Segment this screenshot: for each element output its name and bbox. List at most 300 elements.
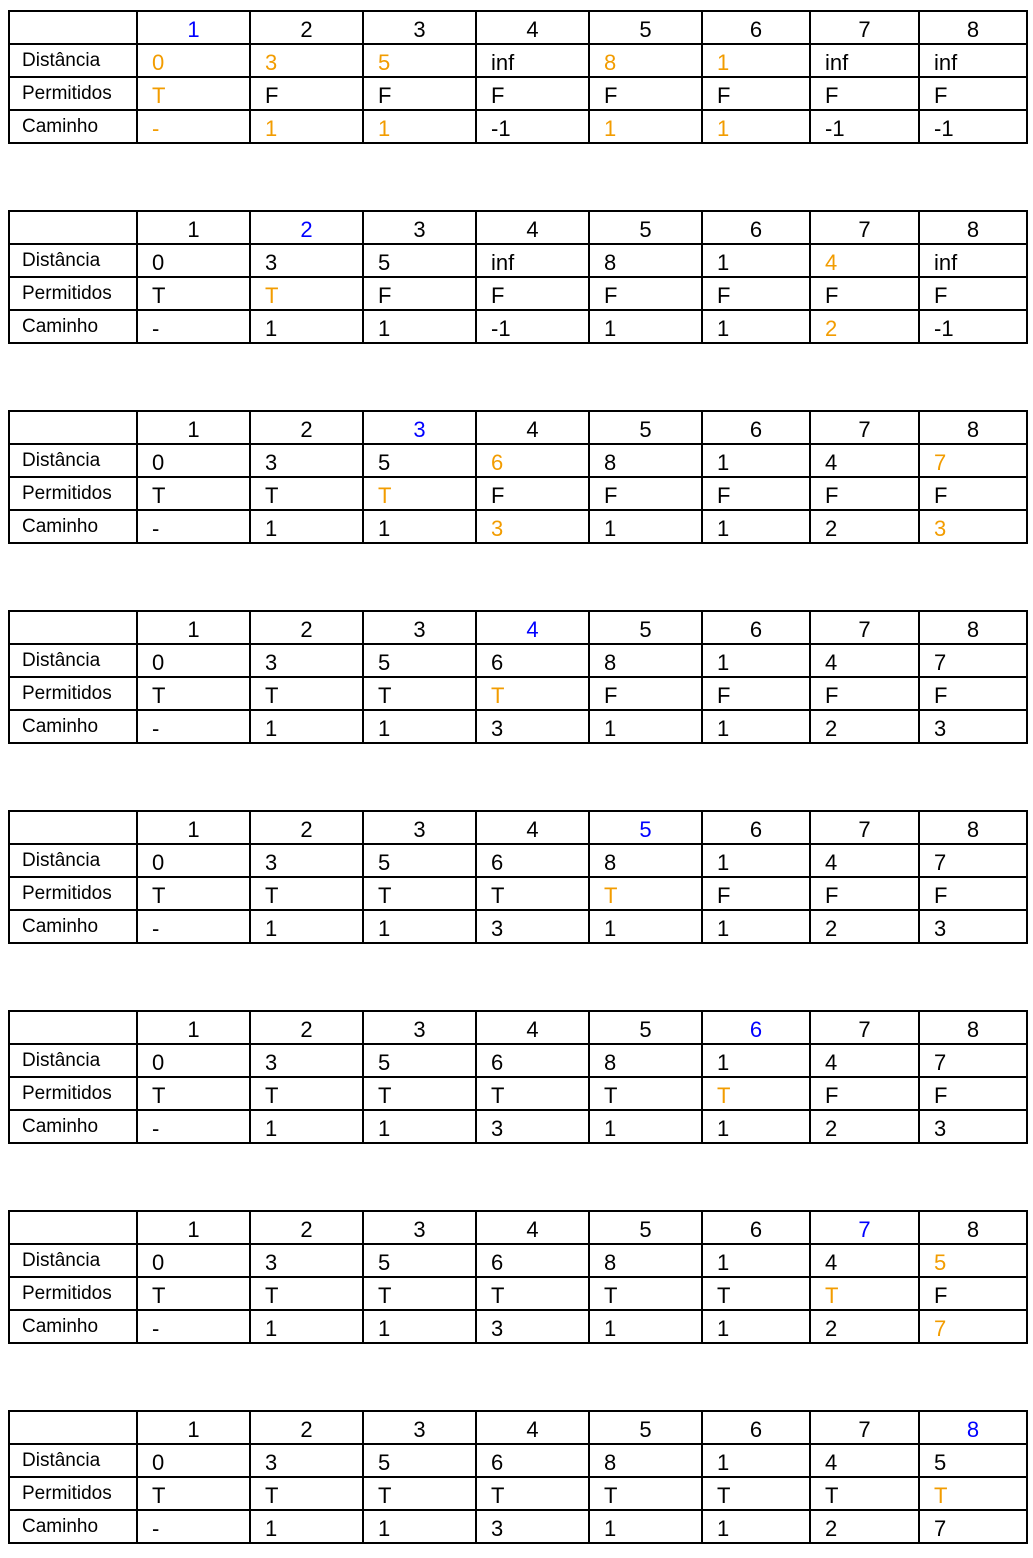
- allowed-cell: F: [702, 877, 810, 910]
- distance-cell: 5: [363, 444, 476, 477]
- distance-cell: 4: [810, 1244, 919, 1277]
- allowed-cell: T: [137, 1277, 250, 1310]
- path-cell-updated: 1: [589, 110, 702, 143]
- allowed-cell: T: [363, 877, 476, 910]
- distance-cell: 8: [589, 1244, 702, 1277]
- path-row-label: Caminho: [9, 1310, 137, 1343]
- column-header: 6: [702, 1411, 810, 1444]
- distance-cell: 7: [919, 844, 1027, 877]
- path-cell-updated: 3: [919, 510, 1027, 543]
- path-cell: -1: [476, 110, 589, 143]
- path-cell: 1: [363, 1110, 476, 1143]
- column-header: 4: [476, 211, 589, 244]
- path-cell: 1: [250, 710, 363, 743]
- path-cell: 1: [250, 1310, 363, 1343]
- allowed-row: [9, 1277, 1027, 1310]
- path-row: [9, 710, 1027, 743]
- path-cell: 1: [702, 310, 810, 343]
- current-vertex-header: 3: [363, 411, 476, 444]
- path-cell: -: [137, 710, 250, 743]
- allowed-cell: T: [810, 1477, 919, 1510]
- distance-cell: 8: [589, 844, 702, 877]
- column-header: 2: [250, 1211, 363, 1244]
- allowed-cell: F: [476, 477, 589, 510]
- path-cell: 2: [810, 910, 919, 943]
- distance-cell: 6: [476, 1444, 589, 1477]
- allowed-cell: F: [919, 877, 1027, 910]
- column-header: 3: [363, 1011, 476, 1044]
- allowed-cell: F: [810, 277, 919, 310]
- allowed-cell: T: [702, 1277, 810, 1310]
- distance-cell: 6: [476, 1244, 589, 1277]
- path-cell-updated: -: [137, 110, 250, 143]
- allowed-cell: T: [250, 1477, 363, 1510]
- column-header: 2: [250, 411, 363, 444]
- allowed-cell-updated: T: [476, 677, 589, 710]
- allowed-row-label: Permitidos: [9, 277, 137, 310]
- path-row-label: Caminho: [9, 510, 137, 543]
- header-row: [9, 211, 1027, 244]
- distance-cell-updated: 4: [810, 244, 919, 277]
- column-header: 4: [476, 1211, 589, 1244]
- allowed-cell-updated: T: [919, 1477, 1027, 1510]
- path-cell: 1: [589, 310, 702, 343]
- allowed-row-label: Permitidos: [9, 877, 137, 910]
- allowed-cell: T: [363, 1477, 476, 1510]
- column-header: 6: [702, 611, 810, 644]
- column-header: 4: [476, 11, 589, 44]
- column-header: 4: [476, 411, 589, 444]
- step-table-5: [8, 810, 1028, 944]
- distance-cell: 0: [137, 844, 250, 877]
- path-row: [9, 1510, 1027, 1543]
- column-header: 5: [589, 411, 702, 444]
- allowed-cell: F: [919, 77, 1027, 110]
- path-cell: 3: [919, 710, 1027, 743]
- column-header: 3: [363, 811, 476, 844]
- path-cell: 3: [919, 910, 1027, 943]
- column-header: 2: [250, 611, 363, 644]
- allowed-cell-updated: T: [702, 1077, 810, 1110]
- header-row: [9, 11, 1027, 44]
- distance-row: [9, 1244, 1027, 1277]
- allowed-cell: T: [363, 677, 476, 710]
- allowed-cell: T: [589, 1277, 702, 1310]
- allowed-row-label: Permitidos: [9, 77, 137, 110]
- corner-cell: [9, 411, 137, 444]
- distance-cell: inf: [476, 44, 589, 77]
- column-header: 7: [810, 11, 919, 44]
- allowed-cell: F: [810, 677, 919, 710]
- allowed-cell: F: [589, 77, 702, 110]
- step-table-8: [8, 1410, 1028, 1544]
- path-cell: 1: [589, 710, 702, 743]
- path-cell: 3: [476, 1510, 589, 1543]
- distance-cell-updated: 8: [589, 44, 702, 77]
- path-cell: 1: [250, 1510, 363, 1543]
- path-cell: 3: [476, 1310, 589, 1343]
- allowed-row: [9, 477, 1027, 510]
- distance-cell-updated: 5: [919, 1244, 1027, 1277]
- path-cell: 2: [810, 1310, 919, 1343]
- path-cell: 2: [810, 510, 919, 543]
- allowed-row: [9, 277, 1027, 310]
- column-header: 5: [589, 1411, 702, 1444]
- allowed-cell: T: [137, 877, 250, 910]
- path-cell: 1: [250, 1110, 363, 1143]
- allowed-cell: F: [919, 1077, 1027, 1110]
- allowed-cell: F: [810, 877, 919, 910]
- distance-cell-updated: 0: [137, 44, 250, 77]
- allowed-cell: F: [919, 1277, 1027, 1310]
- allowed-row-label: Permitidos: [9, 1477, 137, 1510]
- allowed-cell: F: [810, 477, 919, 510]
- path-cell: 3: [919, 1110, 1027, 1143]
- path-row: [9, 1110, 1027, 1143]
- header-row: [9, 1411, 1027, 1444]
- distance-row: [9, 644, 1027, 677]
- distance-cell: 3: [250, 244, 363, 277]
- allowed-cell: T: [250, 477, 363, 510]
- column-header: 3: [363, 1211, 476, 1244]
- distance-row-label: Distância: [9, 444, 137, 477]
- step-table-2: [8, 210, 1028, 344]
- allowed-cell: F: [919, 477, 1027, 510]
- distance-cell: 4: [810, 644, 919, 677]
- distance-cell: 3: [250, 844, 363, 877]
- column-header: 8: [919, 611, 1027, 644]
- column-header: 8: [919, 1211, 1027, 1244]
- distance-row: [9, 844, 1027, 877]
- current-vertex-header: 8: [919, 1411, 1027, 1444]
- distance-row: [9, 1444, 1027, 1477]
- path-cell: -: [137, 1310, 250, 1343]
- distance-cell-updated: 7: [919, 444, 1027, 477]
- column-header: 5: [589, 11, 702, 44]
- path-cell-updated: 2: [810, 310, 919, 343]
- allowed-cell: F: [810, 77, 919, 110]
- path-cell: 2: [810, 1110, 919, 1143]
- column-header: 7: [810, 1411, 919, 1444]
- distance-cell: 1: [702, 1044, 810, 1077]
- path-cell: 1: [363, 1510, 476, 1543]
- distance-cell: 1: [702, 1444, 810, 1477]
- corner-cell: [9, 1411, 137, 1444]
- distance-cell: 3: [250, 1044, 363, 1077]
- allowed-cell: T: [363, 1077, 476, 1110]
- path-cell: 1: [589, 1310, 702, 1343]
- distance-row: [9, 1044, 1027, 1077]
- distance-cell: 6: [476, 844, 589, 877]
- column-header: 7: [810, 611, 919, 644]
- path-cell: 1: [702, 910, 810, 943]
- path-cell: -1: [810, 110, 919, 143]
- path-cell-updated: 1: [363, 110, 476, 143]
- path-cell: -: [137, 1510, 250, 1543]
- allowed-cell: F: [589, 477, 702, 510]
- allowed-row: [9, 77, 1027, 110]
- allowed-row: [9, 1477, 1027, 1510]
- current-vertex-header: 5: [589, 811, 702, 844]
- allowed-cell: F: [476, 277, 589, 310]
- path-cell: 1: [250, 310, 363, 343]
- column-header: 7: [810, 411, 919, 444]
- path-cell: 1: [589, 1110, 702, 1143]
- corner-cell: [9, 11, 137, 44]
- column-header: 4: [476, 811, 589, 844]
- path-cell: 3: [476, 910, 589, 943]
- path-row: [9, 1310, 1027, 1343]
- allowed-cell: T: [250, 1077, 363, 1110]
- distance-row-label: Distância: [9, 44, 137, 77]
- step-table-6: [8, 1010, 1028, 1144]
- allowed-cell-updated: T: [810, 1277, 919, 1310]
- distance-cell: inf: [476, 244, 589, 277]
- column-header: 1: [137, 1011, 250, 1044]
- distance-cell: 0: [137, 1244, 250, 1277]
- allowed-cell: T: [250, 1277, 363, 1310]
- distance-cell: 1: [702, 1244, 810, 1277]
- column-header: 7: [810, 1011, 919, 1044]
- allowed-cell: F: [363, 77, 476, 110]
- distance-row-label: Distância: [9, 244, 137, 277]
- corner-cell: [9, 211, 137, 244]
- distance-cell: 8: [589, 644, 702, 677]
- path-cell: -: [137, 510, 250, 543]
- column-header: 2: [250, 1411, 363, 1444]
- column-header: 2: [250, 11, 363, 44]
- distance-cell: 5: [363, 1044, 476, 1077]
- path-cell: 1: [702, 710, 810, 743]
- allowed-row: [9, 1077, 1027, 1110]
- path-cell: 1: [702, 510, 810, 543]
- current-vertex-header: 4: [476, 611, 589, 644]
- distance-cell: 3: [250, 644, 363, 677]
- distance-cell: 7: [919, 644, 1027, 677]
- column-header: 5: [589, 211, 702, 244]
- column-header: 6: [702, 411, 810, 444]
- step-table-1: [8, 10, 1028, 144]
- column-header: 6: [702, 211, 810, 244]
- path-cell: 2: [810, 1510, 919, 1543]
- column-header: 7: [810, 811, 919, 844]
- distance-cell: 1: [702, 844, 810, 877]
- path-cell-updated: 1: [250, 110, 363, 143]
- allowed-cell: T: [137, 1477, 250, 1510]
- path-row: [9, 110, 1027, 143]
- allowed-cell-updated: T: [137, 77, 250, 110]
- allowed-cell: T: [476, 1077, 589, 1110]
- path-cell: 1: [363, 910, 476, 943]
- header-row: [9, 611, 1027, 644]
- column-header: 4: [476, 1011, 589, 1044]
- allowed-cell: F: [702, 677, 810, 710]
- current-vertex-header: 2: [250, 211, 363, 244]
- distance-cell: 5: [919, 1444, 1027, 1477]
- path-row-label: Caminho: [9, 910, 137, 943]
- distance-cell: 6: [476, 1044, 589, 1077]
- distance-cell: 0: [137, 1444, 250, 1477]
- path-cell: 1: [363, 710, 476, 743]
- column-header: 8: [919, 411, 1027, 444]
- header-row: [9, 1011, 1027, 1044]
- path-row: [9, 310, 1027, 343]
- allowed-cell: F: [589, 677, 702, 710]
- path-cell: 1: [589, 510, 702, 543]
- allowed-row-label: Permitidos: [9, 1277, 137, 1310]
- allowed-row-label: Permitidos: [9, 477, 137, 510]
- allowed-cell: T: [363, 1277, 476, 1310]
- distance-cell: 5: [363, 1444, 476, 1477]
- distance-cell: 6: [476, 644, 589, 677]
- allowed-cell: T: [250, 877, 363, 910]
- path-cell: -: [137, 1110, 250, 1143]
- path-cell: 3: [476, 1110, 589, 1143]
- path-cell: 1: [589, 1510, 702, 1543]
- path-cell: 1: [250, 910, 363, 943]
- path-cell: 1: [702, 1510, 810, 1543]
- path-row-label: Caminho: [9, 1510, 137, 1543]
- column-header: 1: [137, 811, 250, 844]
- path-row-label: Caminho: [9, 310, 137, 343]
- allowed-row-label: Permitidos: [9, 1077, 137, 1110]
- distance-cell-updated: 5: [363, 44, 476, 77]
- column-header: 8: [919, 11, 1027, 44]
- distance-cell: 0: [137, 444, 250, 477]
- distance-row-label: Distância: [9, 644, 137, 677]
- allowed-cell: F: [589, 277, 702, 310]
- distance-row-label: Distância: [9, 1444, 137, 1477]
- column-header: 1: [137, 411, 250, 444]
- allowed-cell: T: [137, 1077, 250, 1110]
- allowed-cell: T: [250, 677, 363, 710]
- allowed-cell: T: [137, 477, 250, 510]
- distance-cell: 7: [919, 1044, 1027, 1077]
- distance-cell: 8: [589, 244, 702, 277]
- distance-cell: 4: [810, 844, 919, 877]
- distance-cell: 0: [137, 644, 250, 677]
- allowed-cell: F: [702, 77, 810, 110]
- allowed-cell-updated: T: [589, 877, 702, 910]
- distance-cell: 3: [250, 444, 363, 477]
- distance-cell: 5: [363, 844, 476, 877]
- allowed-cell: F: [919, 677, 1027, 710]
- path-cell: 1: [702, 1110, 810, 1143]
- column-header: 3: [363, 611, 476, 644]
- distance-cell: 8: [589, 1444, 702, 1477]
- allowed-row-label: Permitidos: [9, 677, 137, 710]
- allowed-cell: F: [702, 477, 810, 510]
- allowed-row: [9, 677, 1027, 710]
- corner-cell: [9, 811, 137, 844]
- column-header: 8: [919, 811, 1027, 844]
- distance-cell: inf: [810, 44, 919, 77]
- header-row: [9, 1211, 1027, 1244]
- column-header: 1: [137, 1211, 250, 1244]
- distance-row-label: Distância: [9, 1044, 137, 1077]
- allowed-cell: F: [363, 277, 476, 310]
- allowed-cell: T: [702, 1477, 810, 1510]
- step-table-7: [8, 1210, 1028, 1344]
- allowed-cell-updated: T: [363, 477, 476, 510]
- allowed-cell: T: [137, 677, 250, 710]
- distance-row: [9, 244, 1027, 277]
- distance-row: [9, 444, 1027, 477]
- corner-cell: [9, 1011, 137, 1044]
- column-header: 5: [589, 1211, 702, 1244]
- allowed-cell: F: [810, 1077, 919, 1110]
- distance-cell: 4: [810, 1044, 919, 1077]
- distance-row-label: Distância: [9, 1244, 137, 1277]
- path-cell: -1: [476, 310, 589, 343]
- column-header: 3: [363, 11, 476, 44]
- path-row-label: Caminho: [9, 110, 137, 143]
- column-header: 2: [250, 1011, 363, 1044]
- column-header: 3: [363, 211, 476, 244]
- path-cell: -: [137, 910, 250, 943]
- current-vertex-header: 7: [810, 1211, 919, 1244]
- allowed-cell: F: [702, 277, 810, 310]
- corner-cell: [9, 611, 137, 644]
- step-table-4: [8, 610, 1028, 744]
- path-cell-updated: 7: [919, 1310, 1027, 1343]
- current-vertex-header: 1: [137, 11, 250, 44]
- column-header: 5: [589, 611, 702, 644]
- column-header: 6: [702, 1211, 810, 1244]
- allowed-row: [9, 877, 1027, 910]
- column-header: 1: [137, 611, 250, 644]
- corner-cell: [9, 1211, 137, 1244]
- column-header: 5: [589, 1011, 702, 1044]
- allowed-cell: F: [919, 277, 1027, 310]
- path-cell: 3: [476, 710, 589, 743]
- path-cell: -1: [919, 110, 1027, 143]
- header-row: [9, 411, 1027, 444]
- distance-cell: 0: [137, 1044, 250, 1077]
- allowed-cell: F: [250, 77, 363, 110]
- column-header: 4: [476, 1411, 589, 1444]
- path-cell: -: [137, 310, 250, 343]
- column-header: 8: [919, 211, 1027, 244]
- distance-cell: 4: [810, 1444, 919, 1477]
- distance-cell: 5: [363, 1244, 476, 1277]
- distance-cell-updated: 3: [250, 44, 363, 77]
- path-cell-updated: 3: [476, 510, 589, 543]
- allowed-cell-updated: T: [250, 277, 363, 310]
- path-cell: 1: [702, 1310, 810, 1343]
- allowed-cell: T: [137, 277, 250, 310]
- path-cell: 1: [589, 910, 702, 943]
- allowed-cell: T: [476, 1477, 589, 1510]
- distance-cell: 5: [363, 244, 476, 277]
- path-row: [9, 510, 1027, 543]
- allowed-cell: T: [589, 1477, 702, 1510]
- distance-cell: 4: [810, 444, 919, 477]
- path-cell: -1: [919, 310, 1027, 343]
- path-cell: 7: [919, 1510, 1027, 1543]
- step-table-3: [8, 410, 1028, 544]
- allowed-cell: T: [589, 1077, 702, 1110]
- column-header: 8: [919, 1011, 1027, 1044]
- column-header: 6: [702, 11, 810, 44]
- current-vertex-header: 6: [702, 1011, 810, 1044]
- path-cell: 1: [250, 510, 363, 543]
- column-header: 2: [250, 811, 363, 844]
- column-header: 1: [137, 1411, 250, 1444]
- distance-cell: 1: [702, 644, 810, 677]
- distance-cell: 8: [589, 1044, 702, 1077]
- column-header: 6: [702, 811, 810, 844]
